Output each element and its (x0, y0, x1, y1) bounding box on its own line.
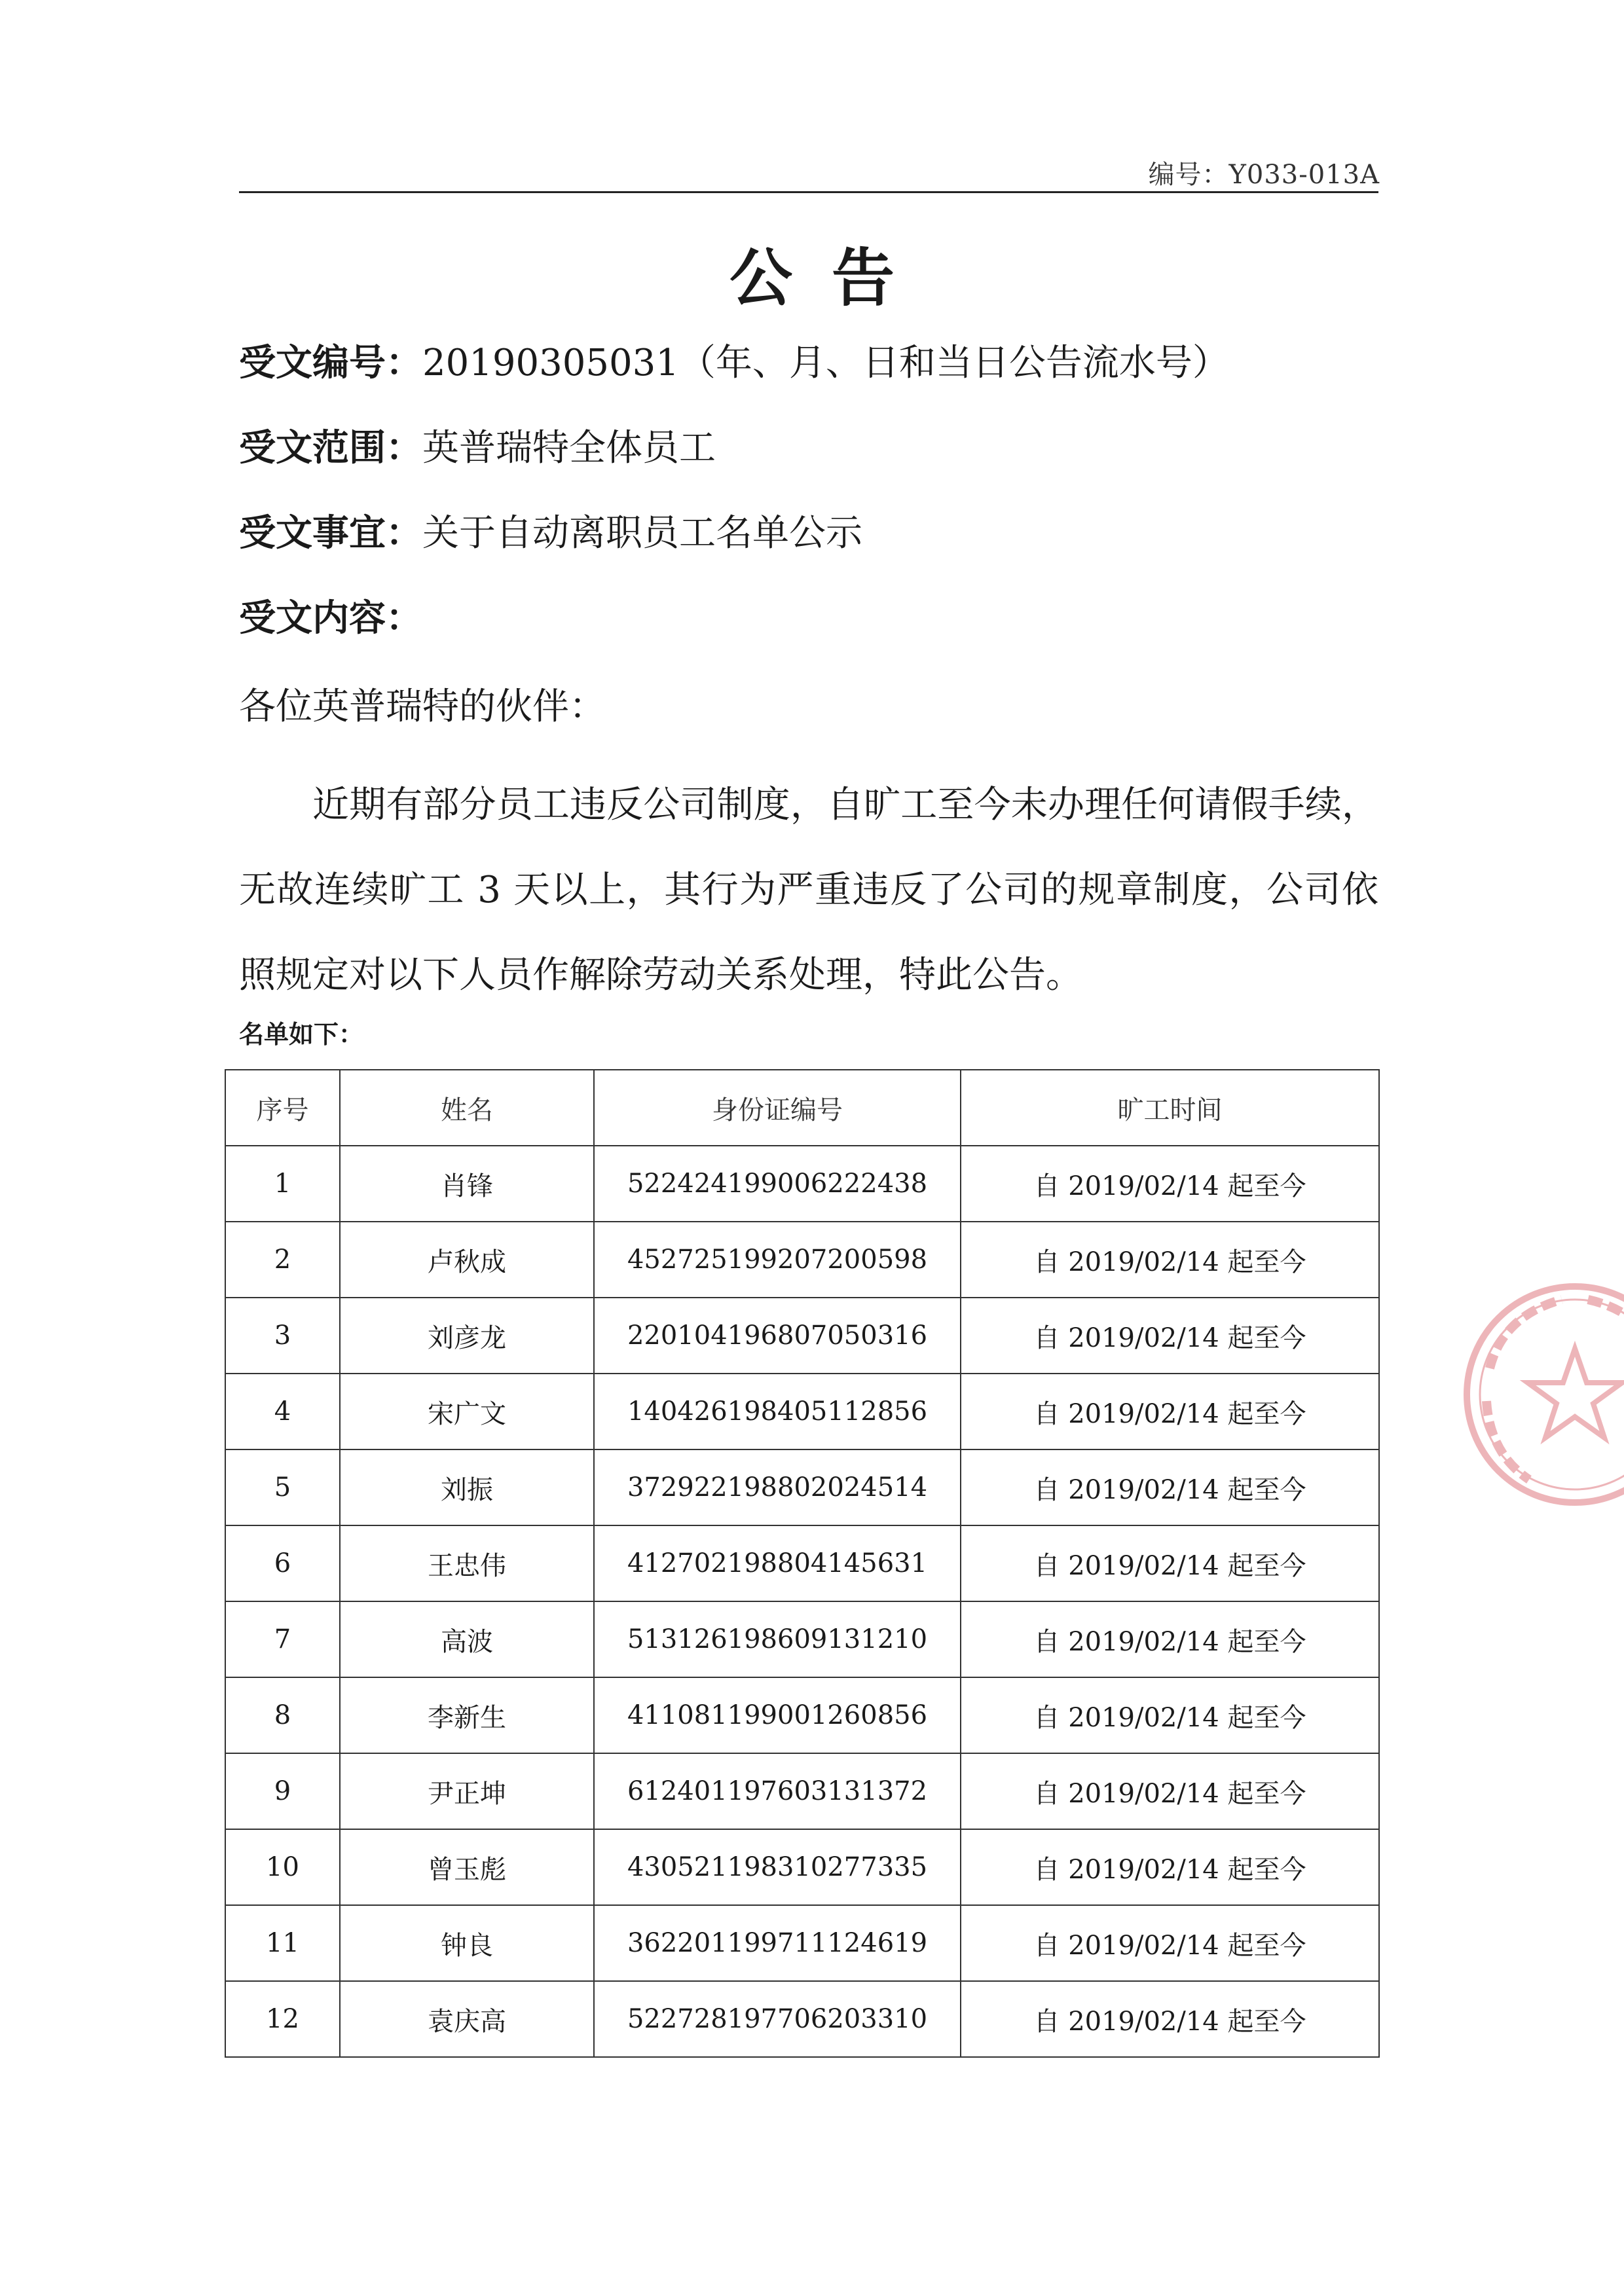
header-divider (239, 191, 1378, 193)
cell-seq: 9 (225, 1753, 340, 1829)
table-row (225, 1298, 1379, 1374)
cell-seq: 10 (225, 1829, 340, 1905)
header-seq: 序号 (225, 1070, 340, 1146)
table-row (225, 1905, 1379, 1981)
header-name: 姓名 (340, 1070, 594, 1146)
header-id: 身份证编号 (594, 1070, 961, 1146)
header-absence: 旷工时间 (961, 1070, 1379, 1146)
subject-label: 受文事宜： (239, 512, 422, 555)
cell-id: 513126198609131210 (594, 1601, 961, 1677)
table-row (225, 1449, 1379, 1525)
cell-name: 卢秋成 (340, 1222, 594, 1298)
subject-line (239, 511, 862, 556)
doc-no-line (239, 340, 1229, 386)
table-row (225, 1677, 1379, 1753)
cell-absence: 自 2019/02/14 起至今 (961, 1905, 1379, 1981)
cell-seq: 1 (225, 1146, 340, 1222)
cell-name: 肖锋 (340, 1146, 594, 1222)
list-label: 名单如下： (239, 1020, 364, 1049)
table-row (225, 1981, 1379, 2057)
cell-absence: 自 2019/02/14 起至今 (961, 1298, 1379, 1374)
cell-id: 412702198804145631 (594, 1525, 961, 1601)
table-row (225, 1601, 1379, 1677)
subject-value: 关于自动离职员工名单公示 (422, 512, 862, 555)
body-paragraph: 近期有部分员工违反公司制度，自旷工至今未办理任何请假手续，无故连续旷工 3 天以上，其行为严重违反了公司的规章制度，公司依照规定对以下人员作解除劳动关系处理，特此公告。 (239, 784, 1378, 996)
cell-absence: 自 2019/02/14 起至今 (961, 1146, 1379, 1222)
content-label: 受文内容： (239, 597, 422, 640)
cell-seq: 6 (225, 1525, 340, 1601)
company-seal-icon (1450, 1270, 1624, 1519)
table-row (225, 1374, 1379, 1449)
cell-name: 刘振 (340, 1449, 594, 1525)
cell-name: 宋广文 (340, 1374, 594, 1449)
cell-absence: 自 2019/02/14 起至今 (961, 1374, 1379, 1449)
cell-seq: 12 (225, 1981, 340, 2057)
cell-id: 522424199006222438 (594, 1146, 961, 1222)
cell-seq: 8 (225, 1677, 340, 1753)
cell-absence: 自 2019/02/14 起至今 (961, 1981, 1379, 2057)
cell-absence: 自 2019/02/14 起至今 (961, 1525, 1379, 1601)
cell-name: 高波 (340, 1601, 594, 1677)
cell-absence: 自 2019/02/14 起至今 (961, 1677, 1379, 1753)
cell-absence: 自 2019/02/14 起至今 (961, 1222, 1379, 1298)
table-row (225, 1829, 1379, 1905)
cell-name: 李新生 (340, 1677, 594, 1753)
cell-id: 362201199711124619 (594, 1905, 961, 1981)
cell-id: 372922198802024514 (594, 1449, 961, 1525)
scope-label: 受文范围： (239, 427, 422, 469)
page-title: 公告 (729, 242, 934, 315)
table-row (225, 1146, 1379, 1222)
table-row (225, 1525, 1379, 1601)
cell-absence: 自 2019/02/14 起至今 (961, 1601, 1379, 1677)
cell-absence: 自 2019/02/14 起至今 (961, 1449, 1379, 1525)
cell-id: 612401197603131372 (594, 1753, 961, 1829)
doc-no-value: 20190305031（年、月、日和当日公告流水号） (422, 342, 1229, 384)
cell-seq: 2 (225, 1222, 340, 1298)
cell-absence: 自 2019/02/14 起至今 (961, 1829, 1379, 1905)
doc-no-label: 受文编号： (239, 342, 422, 384)
scope-value: 英普瑞特全体员工 (422, 427, 716, 469)
table-row (225, 1753, 1379, 1829)
cell-id: 140426198405112856 (594, 1374, 961, 1449)
cell-seq: 4 (225, 1374, 340, 1449)
cell-name: 袁庆高 (340, 1981, 594, 2057)
cell-id: 411081199001260856 (594, 1677, 961, 1753)
employee-table (225, 1069, 1380, 2058)
table-header-row (225, 1070, 1379, 1146)
content-line (239, 596, 422, 642)
table-body (225, 1146, 1379, 2057)
cell-absence: 自 2019/02/14 起至今 (961, 1753, 1379, 1829)
scope-line (239, 426, 716, 471)
document-number: 编号：Y033-013A (1148, 160, 1380, 190)
cell-name: 曾玉彪 (340, 1829, 594, 1905)
cell-id: 220104196807050316 (594, 1298, 961, 1374)
table-row (225, 1222, 1379, 1298)
cell-id: 452725199207200598 (594, 1222, 961, 1298)
cell-seq: 5 (225, 1449, 340, 1525)
cell-id: 522728197706203310 (594, 1981, 961, 2057)
cell-seq: 3 (225, 1298, 340, 1374)
cell-seq: 7 (225, 1601, 340, 1677)
greeting: 各位英普瑞特的伙伴： (239, 685, 606, 728)
cell-name: 王忠伟 (340, 1525, 594, 1601)
cell-seq: 11 (225, 1905, 340, 1981)
cell-name: 尹正坤 (340, 1753, 594, 1829)
cell-name: 刘彦龙 (340, 1298, 594, 1374)
cell-name: 钟良 (340, 1905, 594, 1981)
cell-id: 430521198310277335 (594, 1829, 961, 1905)
